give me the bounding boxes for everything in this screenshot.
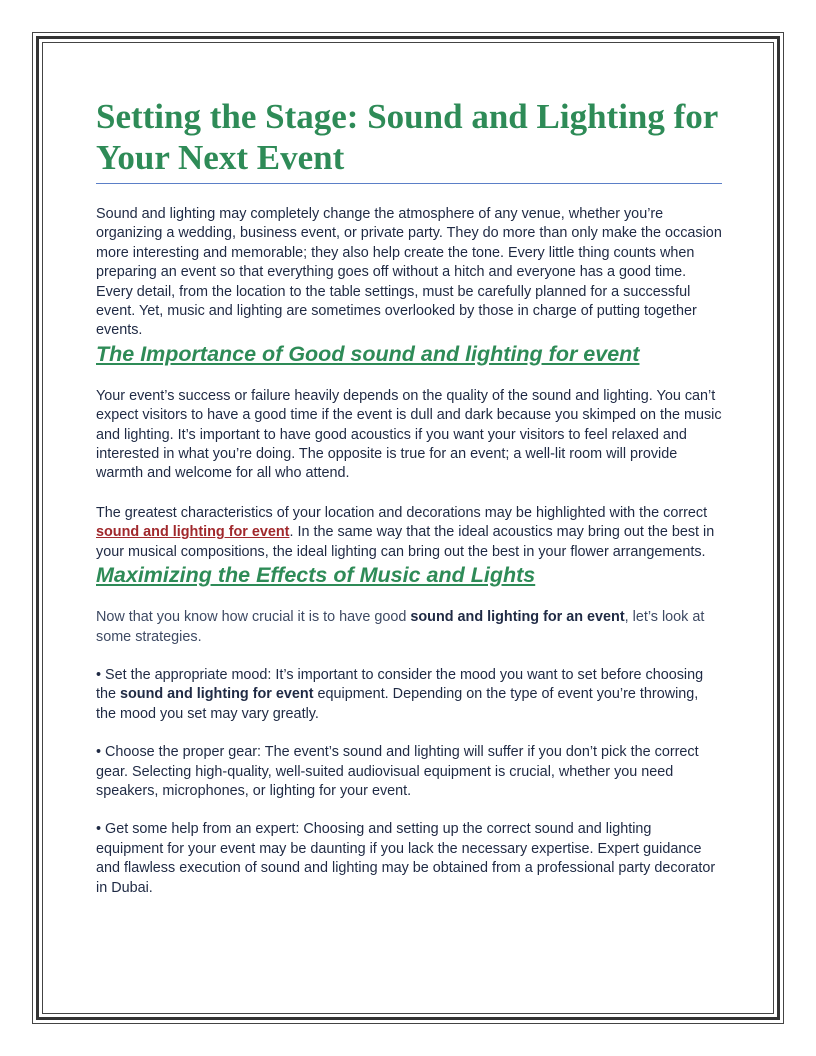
bullet-mood-text-start: • Set the appropriate mood: It’s important to consider the mood you want to set before choosing the [96,666,704,703]
importance-heading: The Importance of Good sound and lighting for event [96,341,640,366]
maximizing-heading: Maximizing the Effects of Music and Lights [96,563,536,588]
importance-paragraph-2-text-end: . In the same way that the ideal acoustics may bring out the best in your musical compositions, the ideal lighting can bring out the best in your flower arrangements. [96,524,715,560]
document-body [96,96,722,898]
maximizing-intro-bold: sound and lighting for an event [410,609,625,626]
maximizing-intro-text-end: , let’s look at some strategies. [96,609,705,645]
page-title: Setting the Stage: Sound and Lighting for Your Next Event [96,96,722,184]
bullet-expert: • Get some help from an expert: Choosing and setting up the correct sound and lighting equipment for your event may be daunting if you lack the necessary expertise. Expert guidance and flawless execution of sound and lighting may be obtained from a professional party decorator in Dubai. [96,821,716,896]
importance-paragraph-2 [96,504,722,562]
importance-paragraph-1: Your event’s success or failure heavily depends on the quality of the sound and lighting. You can’t expect visitors to have a good time if the event is dull and dark because you skimped on the music and lighting. It’s important to have good acoustics if you want your visitors to feel relaxed and interested in what you’re doing. The opposite is true for an event; a well-lit room will provide warmth and welcome for all who attend. [96,387,722,482]
intro-paragraph: Sound and lighting may completely change the atmosphere of any venue, whether you’re organizing a wedding, business event, or private party. They do more than only make the occasion more interesting and memorable; they also help create the tone. Every little thing counts when preparing an event so that everything goes off without a hitch and everyone has a good time. Every detail, from the location to the table settings, must be carefully planned for a successful event. Yet, music and lighting are sometimes overlooked by those in charge of putting together events. [96,206,722,339]
bullet-gear: • Choose the proper gear: The event’s sound and lighting will suffer if you don’t pick the correct gear. Selecting high-quality, well-suited audiovisual equipment is crucial, whether you need speakers, microphones, or lighting for your event. [96,744,699,799]
bullet-mood [96,666,722,724]
importance-paragraph-2-text-start: The greatest characteristics of your location and decorations may be highlighted with the correct [96,504,708,521]
maximizing-intro-paragraph [96,608,722,647]
bullet-mood-text-end: equipment. Depending on the type of event you’re throwing, the mood you set may vary greatly. [96,686,699,722]
sound-lighting-link[interactable]: sound and lighting for event [96,524,290,541]
maximizing-intro-text-start: Now that you know how crucial it is to have good [96,609,411,626]
bullet-mood-bold: sound and lighting for event [120,686,314,703]
